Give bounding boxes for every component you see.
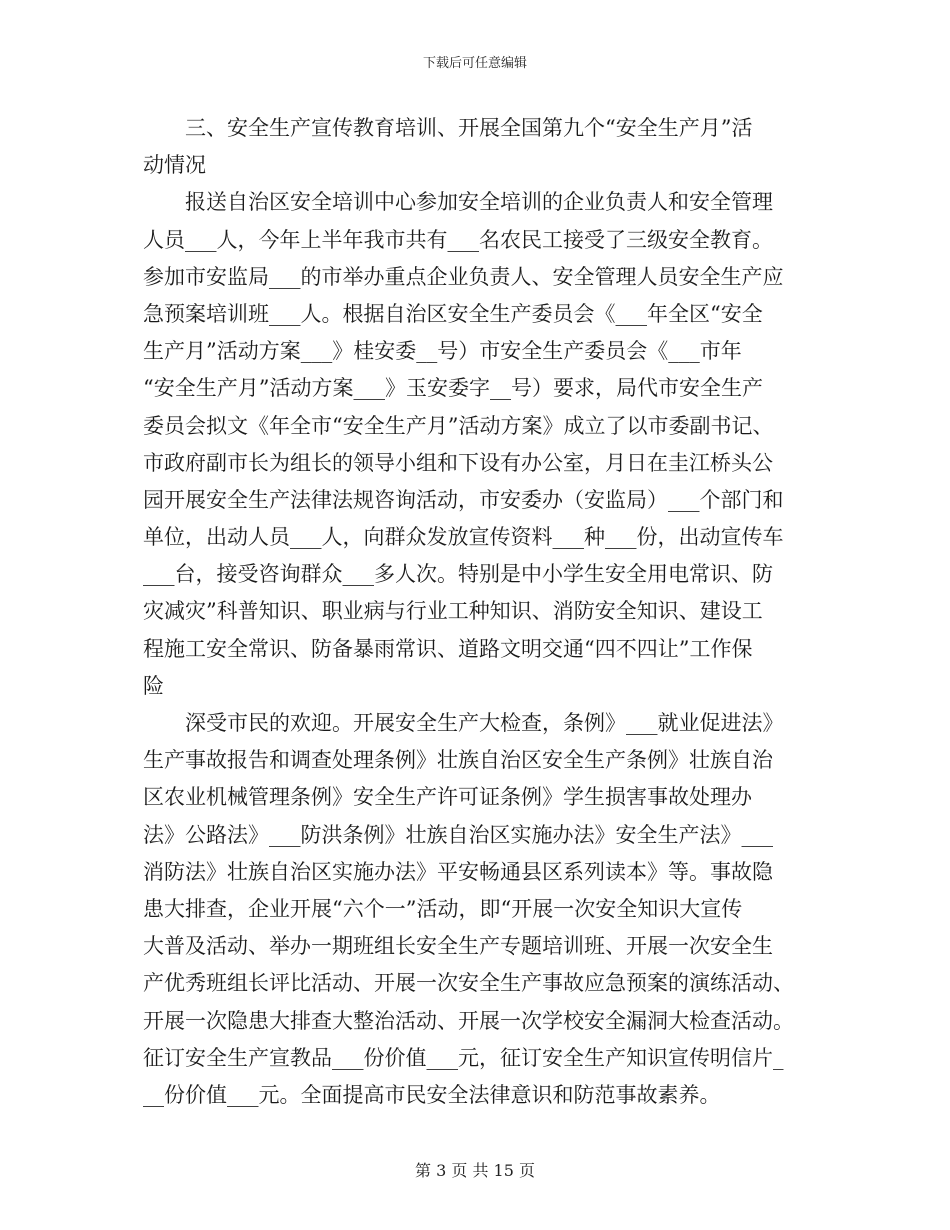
paragraph-line: __份价值___元。全面提高市民安全法律意识和防范事故素养。 (143, 1082, 721, 1107)
paragraph-line: 程施工安全常识、防备暴雨常识、道路文明交通“四不四让”工作保 (143, 636, 753, 661)
paragraph-line: 大普及活动、举办一期班组长安全生产专题培训班、开展一次安全生 (143, 934, 773, 959)
paragraph-line: 单位，出动人员___人，向群众发放宣传资料___种___份，出动宣传车 (143, 525, 784, 550)
paragraph-line: 急预案培训班___人。根据自治区安全生产委员会《___年全区“安全 (143, 301, 763, 326)
paragraph-line: 灾减灾”科普知识、职业病与行业工种知识、消防安全知识、建设工 (143, 599, 763, 624)
page-header: 下载后可任意编辑 (422, 56, 527, 71)
paragraph-line: 市政府副市长为组长的领导小组和下设有办公室，月日在圭江桥头公 (143, 450, 773, 475)
section-heading-line-1: 三、安全生产宣传教育培训、开展全国第九个“安全生产月”活 (185, 116, 753, 140)
paragraph-line: 征订安全生产宣教品___份价值___元，征订安全生产知识宣传明信片_ (143, 1045, 784, 1070)
paragraph-line: 患大排查，企业开展“六个一”活动，即“开展一次安全知识大宣传 (143, 896, 743, 921)
paragraph-line: 人员___人，今年上半年我市共有___名农民工接受了三级安全教育。 (143, 227, 773, 252)
paragraph-line: 产优秀班组长评比活动、开展一次安全生产事故应急预案的演练活动、 (143, 971, 794, 996)
paragraph-line: 险 (143, 673, 164, 698)
paragraph-line: 开展一次隐患大排查大整治活动、开展一次学校安全漏洞大检查活动。 (143, 1008, 794, 1033)
paragraph-line: 区农业机械管理条例》安全生产许可证条例》学生损害事故处理办 (143, 785, 752, 810)
document-body (143, 110, 813, 1114)
paragraph-line: 园开展安全生产法律法规咨询活动，市安委办（安监局）___个部门和 (143, 487, 784, 512)
paragraph-line: 法》公路法》___防洪条例》壮族自治区实施办法》安全生产法》___ (143, 822, 773, 847)
paragraph-line: 报送自治区安全培训中心参加安全培训的企业负责人和安全管理 (185, 190, 773, 215)
paragraph-line: 委员会拟文《年全市“安全生产月”活动方案》成立了以市委副书记、 (143, 413, 774, 438)
paragraph-line: ___台，接受咨询群众___多人次。特别是中小学生安全用电常识、防 (143, 562, 773, 587)
paragraph-line: 消防法》壮族自治区实施办法》平安畅通县区系列读本》等。事故隐 (143, 859, 773, 884)
paragraph-line: 生产月”活动方案___》桂安委__号）市安全生产委员会《___市年 (143, 339, 742, 364)
paragraph-line: 深受市民的欢迎。开展安全生产大检查，条例》___就业促进法》 (185, 711, 784, 735)
paragraph-line: “安全生产月”活动方案___》玉安委字__号）要求，局代市安全生产 (143, 376, 763, 401)
section-heading-line-2: 动情况 (143, 153, 206, 178)
paragraph-line: 参加市安监局___的市举办重点企业负责人、安全管理人员安全生产应 (143, 264, 784, 289)
page-number: 第 3 页 共 15 页 (415, 1161, 535, 1180)
paragraph-line: 生产事故报告和调查处理条例》壮族自治区安全生产条例》壮族自治 (143, 748, 773, 773)
